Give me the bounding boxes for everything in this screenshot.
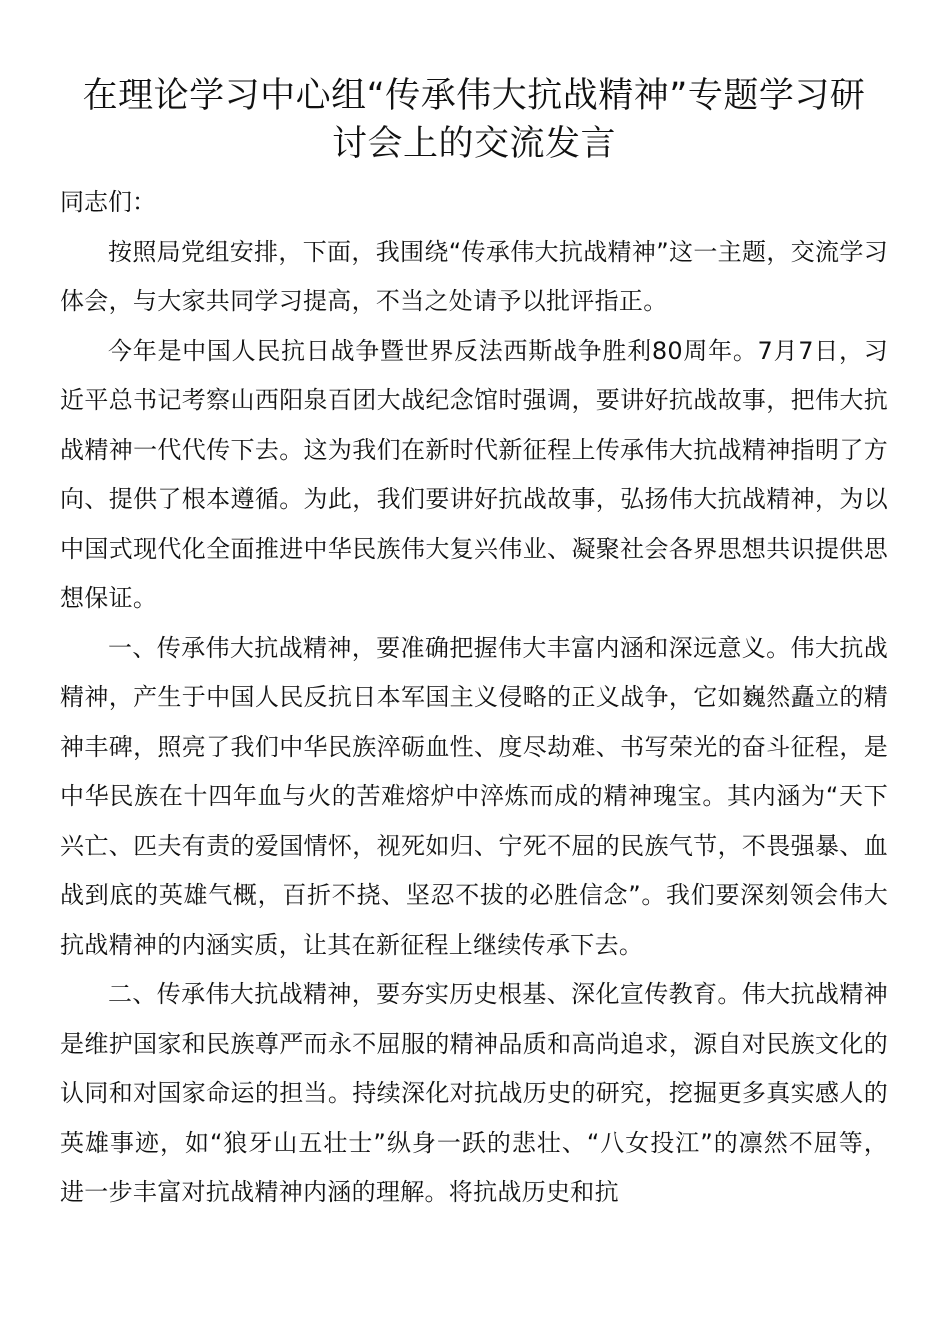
paragraph-section-two: 二、传承伟大抗战精神，要夯实历史根基、深化宣传教育。伟大抗战精神是维护国家和民族尊严而永不屈服的精神品质和高尚追求，源自对民族文化的认同和对国家命运的担当。持续深化对抗战历史的研究，挖掘更多真实感人的英雄事迹，如“狼牙山五壮士”纵身一跃的悲壮、“八女投江”的凛然不屈等，进一步丰富对抗战精神内涵的理解。将抗战历史和抗 bbox=[60, 980, 888, 1206]
paragraph-background: 今年是中国人民抗日战争暨世界反法西斯战争胜利80周年。7月7日，习近平总书记考察山西阳泉百团大战纪念馆时强调，要讲好抗战故事，把伟大抗战精神一代代传下去。这为我们在新时代新征程上传承伟大抗战精神指明了方向、提供了根本遵循。为此，我们要讲好抗战故事，弘扬伟大抗战精神，为以中国式现代化全面推进中华民族伟大复兴伟业、凝聚社会各界思想共识提供思想保证。 bbox=[60, 336, 888, 612]
title-line-1: 在理论学习中心组“传承伟大抗战精神”专题学习研 bbox=[82, 76, 866, 116]
title-line-2: 讨会上的交流发言 bbox=[331, 124, 616, 164]
paragraph-intro: 按照局党组安排，下面，我围绕“传承伟大抗战精神”这一主题，交流学习体会，与大家共同学习提高，不当之处请予以批评指正。 bbox=[60, 237, 888, 315]
document-title bbox=[60, 62, 888, 168]
salutation: 同志们： bbox=[60, 188, 156, 216]
paragraph-section-one: 一、传承伟大抗战精神，要准确把握伟大丰富内涵和深远意义。伟大抗战精神，产生于中国人民反抗日本军国主义侵略的正义战争，它如巍然矗立的精神丰碑，照亮了我们中华民族淬砺血性、度尽劫难、书写荣光的奋斗征程，是中华民族在十四年血与火的苦难熔炉中淬炼而成的精神瑰宝。其内涵为“天下兴亡、匹夫有责的爱国情怀，视死如归、宁死不屈的民族气节，不畏强暴、血战到底的英雄气概，百折不挠、坚忍不拔的必胜信念”。我们要深刻领会伟大抗战精神的内涵实质，让其在新征程上继续传承下去。 bbox=[60, 633, 888, 959]
